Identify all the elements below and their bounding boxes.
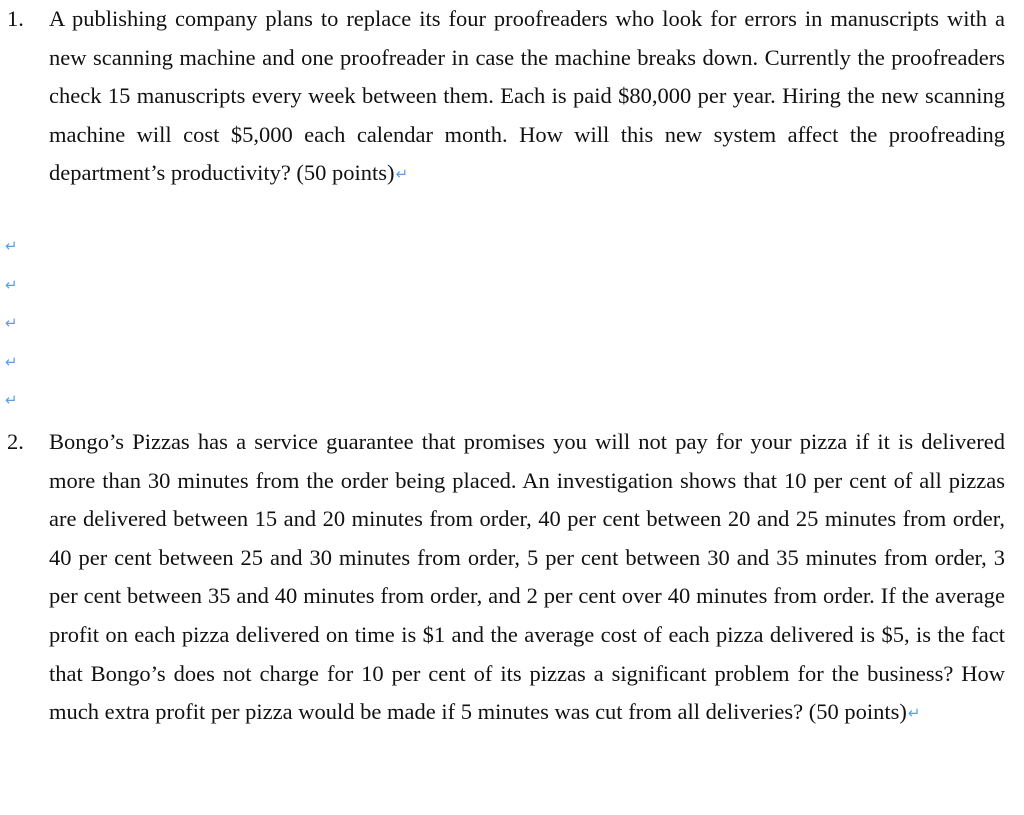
paragraph-mark-icon: ↵	[5, 314, 18, 333]
paragraph-mark-icon: ↵	[395, 165, 409, 184]
empty-paragraphs	[0, 227, 18, 420]
empty-paragraph[interactable]	[0, 304, 18, 343]
question-text[interactable]: Bongo’s Pizzas has a service guarantee that promises you will not pay for your pizza if it is delivered more than 30 minutes from the order being placed. An investigation shows that 10 per cent of all pizzas are delivered between 15 and 20 minutes from order, 40 per cent between 20 and 25 minutes from order, 40 per cent between 25 and 30 minutes from order, 5 per cent between 30 and 35 minutes from order, 3 per cent between 35 and 40 minutes from order, and 2 per cent over 40 minutes from order. If the average profit on each pizza delivered on time is $1 and the average cost of each pizza delivered is $5, is the fact that Bongo’s does not charge for 10 per cent of its pizzas a significant problem for the business? How much extra profit per pizza would be made if 5 minutes was cut from all deliveries? (50 points)↵	[49, 429, 1005, 725]
paragraph-mark-icon: ↵	[5, 237, 18, 255]
paragraph-mark-icon: ↵	[5, 275, 18, 294]
paragraph-mark-icon: ↵	[5, 352, 18, 371]
question-2	[0, 423, 1005, 733]
paragraph-mark-icon: ↵	[5, 391, 18, 410]
empty-paragraph[interactable]	[0, 266, 18, 305]
empty-paragraph[interactable]	[0, 343, 18, 382]
question-text[interactable]: A publishing company plans to replace its four proofreaders who look for errors in manuscripts with a new scanning machine and one proofreader in case the machine breaks down. Currently the proofreaders check 15 manuscripts every week between them. Each is paid $80,000 per year. Hiring the new scanning machine will cost $5,000 each calendar month. How will this new system affect the proofreading department’s productivity? (50 points)↵	[49, 6, 1005, 186]
question-number: 2.	[7, 429, 24, 454]
question-number: 1.	[7, 6, 24, 31]
empty-paragraph[interactable]	[0, 227, 18, 266]
empty-paragraph[interactable]	[0, 381, 18, 420]
paragraph-mark-icon: ↵	[907, 704, 921, 723]
question-1	[0, 0, 1005, 194]
